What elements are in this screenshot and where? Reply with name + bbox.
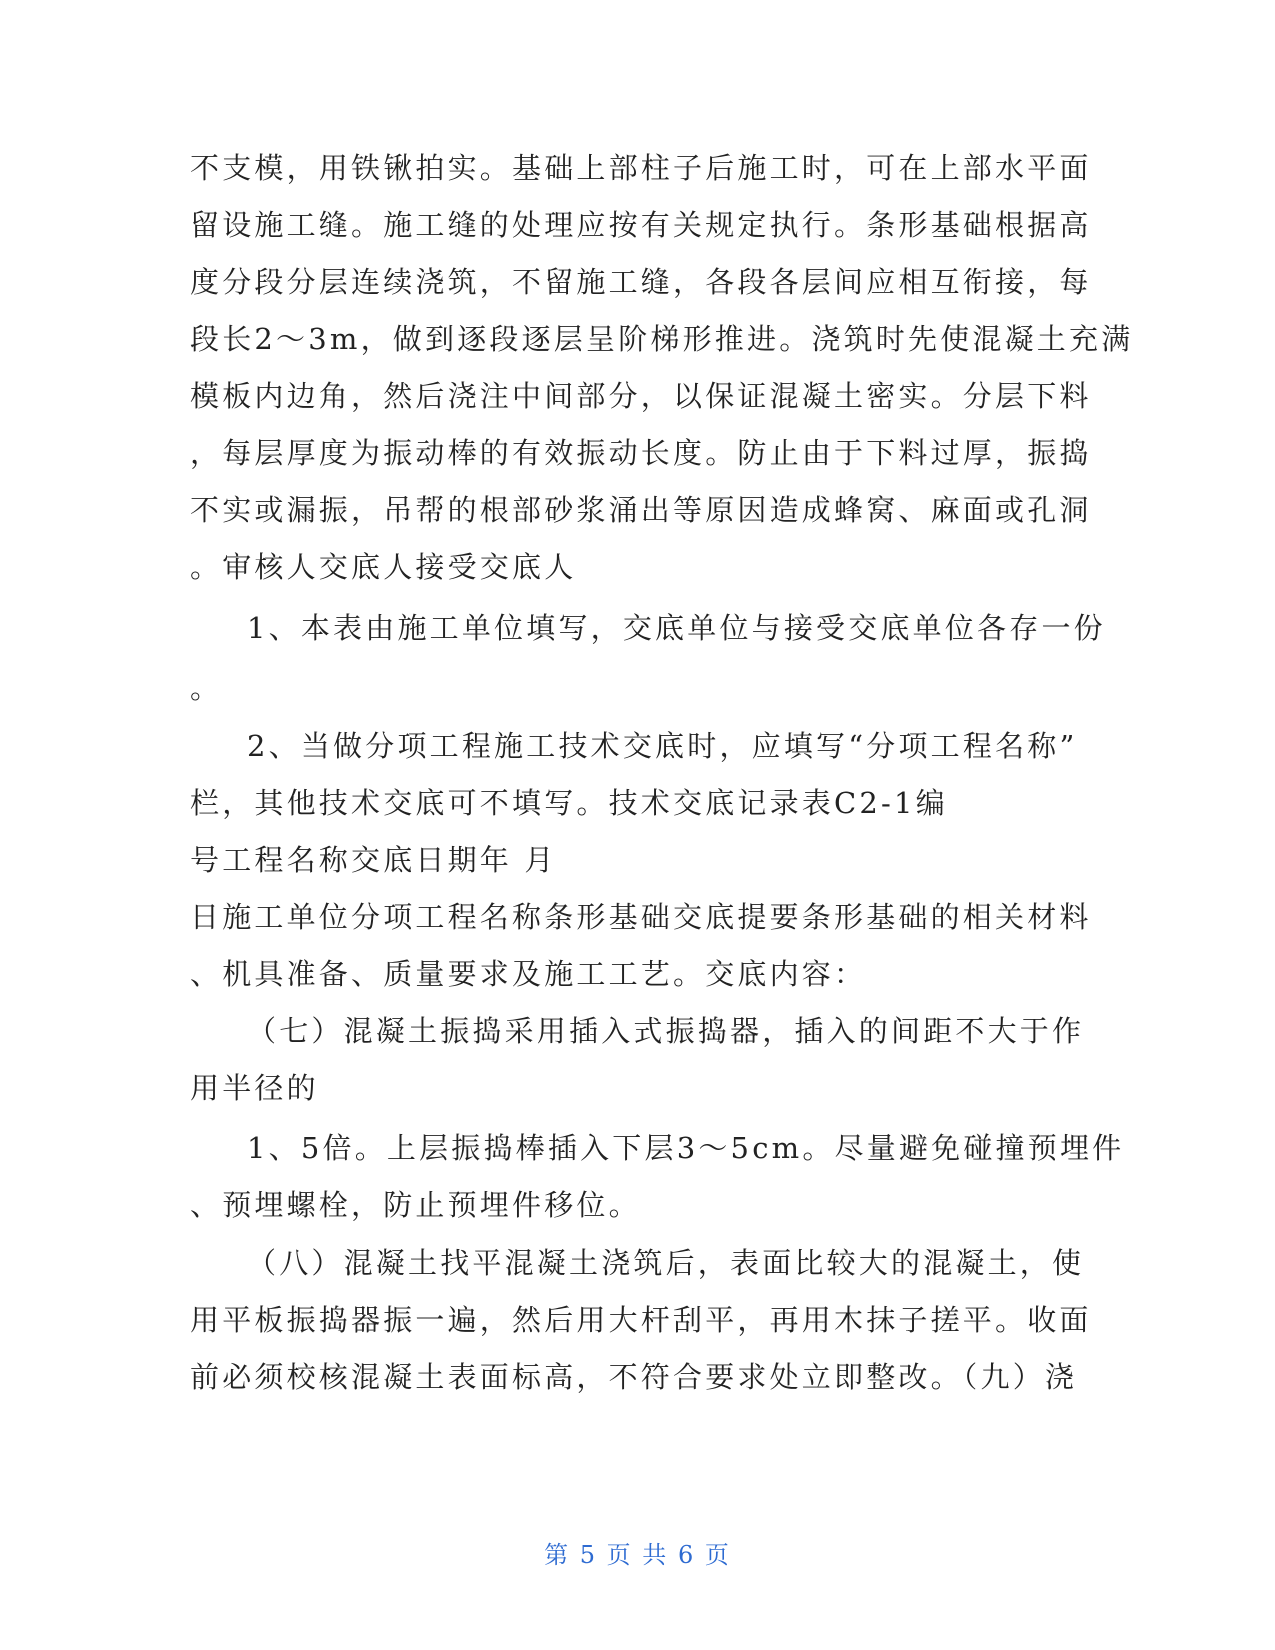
text-line: 段长2～3m，做到逐段逐层呈阶梯形推进。浇筑时先使混凝土充满 xyxy=(190,322,1134,356)
section-heading: （七）混凝土振捣采用插入式振捣器，插入的间距不大于作 xyxy=(247,1014,1085,1048)
text-line: 号工程名称交底日期年 月 xyxy=(190,843,557,877)
text-line: ，每层厚度为振动棒的有效振动长度。防止由于下料过厚，振捣 xyxy=(190,436,1092,470)
text-line: 不支模，用铁锹拍实。基础上部柱子后施工时，可在上部水平面 xyxy=(190,151,1092,185)
note-item: 1、本表由施工单位填写，交底单位与接受交底单位各存一份 xyxy=(247,611,1106,645)
text-line: 用半径的 xyxy=(190,1071,319,1105)
text-line: 用平板振捣器振一遍，然后用大杆刮平，再用木抹子搓平。收面 xyxy=(190,1303,1092,1337)
page-number-footer: 第 5 页 共 6 页 xyxy=(544,1541,731,1569)
text-line: 不实或漏振，吊帮的根部砂浆涌出等原因造成蜂窝、麻面或孔洞 xyxy=(190,493,1092,527)
text-line: 模板内边角，然后浇注中间部分，以保证混凝土密实。分层下料 xyxy=(190,379,1092,413)
text-line: 度分段分层连续浇筑，不留施工缝，各段各层间应相互衔接，每 xyxy=(190,265,1092,299)
text-line: 1、5倍。上层振捣棒插入下层3～5cm。尽量避免碰撞预埋件 xyxy=(247,1131,1125,1165)
text-line: 留设施工缝。施工缝的处理应按有关规定执行。条形基础根据高 xyxy=(190,208,1092,242)
text-line: 前必须校核混凝土表面标高，不符合要求处立即整改。（九）浇 xyxy=(190,1360,1078,1394)
text-line: 、机具准备、质量要求及施工工艺。交底内容： xyxy=(190,957,867,991)
text-line: 。审核人交底人接受交底人 xyxy=(190,550,577,584)
section-heading: （八）混凝土找平混凝土浇筑后，表面比较大的混凝土，使 xyxy=(247,1246,1085,1280)
note-item: 2、当做分项工程施工技术交底时，应填写“分项工程名称” xyxy=(247,729,1078,763)
text-line: 日施工单位分项工程名称条形基础交底提要条形基础的相关材料 xyxy=(190,900,1092,934)
text-line: 。 xyxy=(190,671,223,705)
text-line: 、预埋螺栓，防止预埋件移位。 xyxy=(190,1188,641,1222)
text-line: 栏，其他技术交底可不填写。技术交底记录表C2-1编 xyxy=(190,786,948,820)
